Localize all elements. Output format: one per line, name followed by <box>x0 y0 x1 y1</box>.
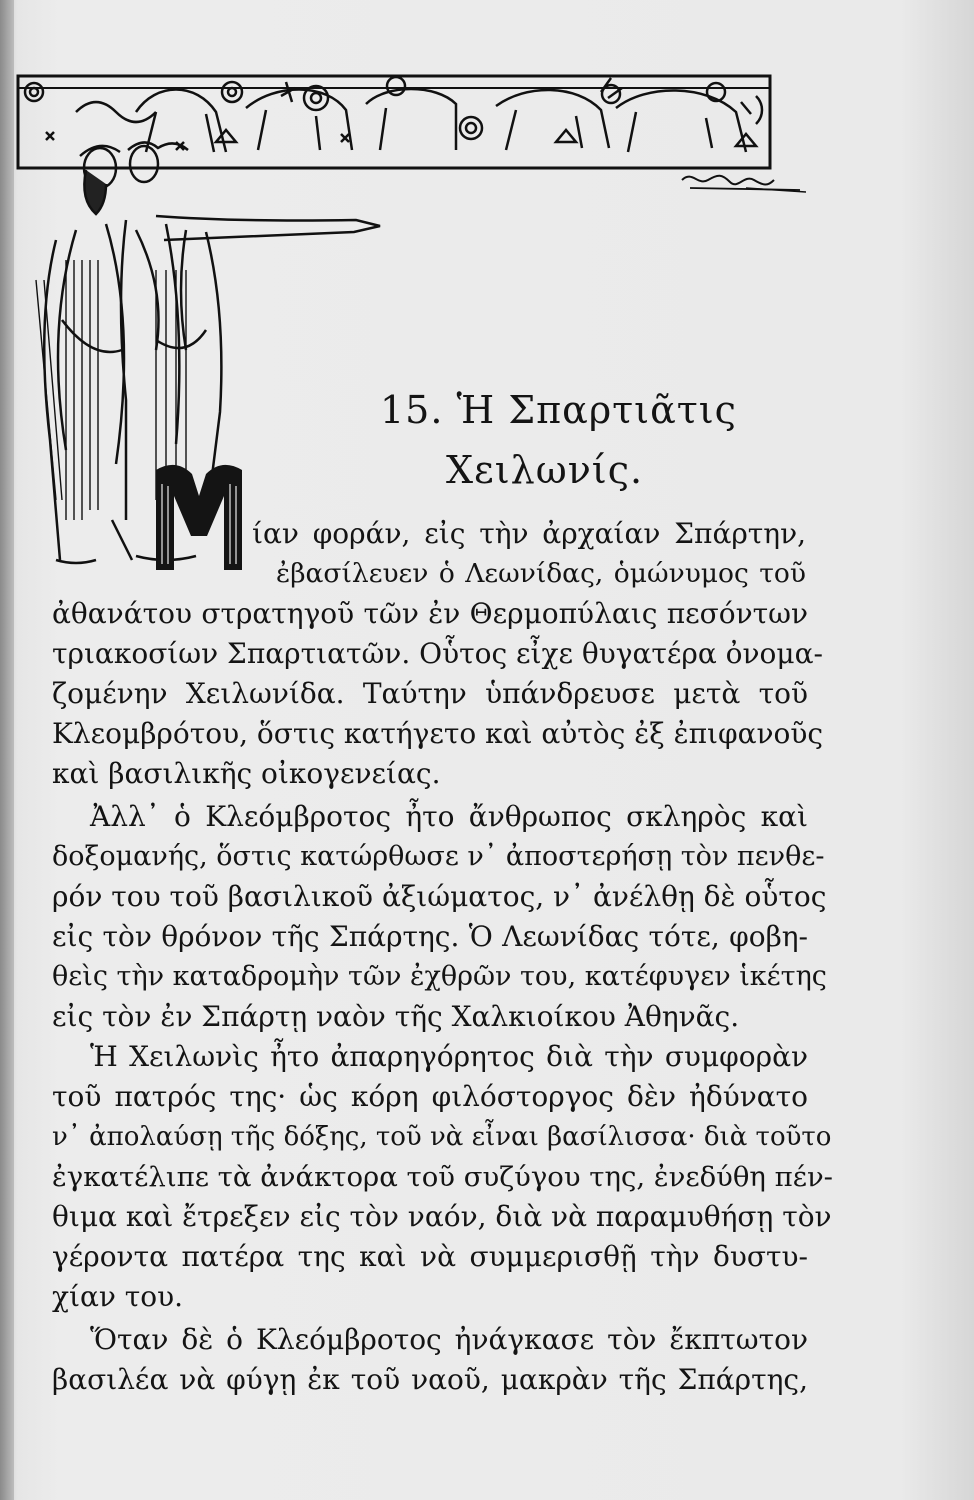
chapter-title-line-2: Χειλωνίς. <box>446 448 644 492</box>
body-line-15: τοῦ πατρός της· ὡς κόρη φιλόστοργος δὲν ἠδύνατο <box>52 1080 808 1113</box>
body-line-4: τριακοσίων Σπαρτιατῶν. Οὗτος εἶχε θυγατέρα ὀνομα- <box>52 637 823 670</box>
body-line-7: καὶ βασιλικῆς οἰκογενείας. <box>52 757 441 790</box>
dropcap-letter-m-icon <box>152 456 246 576</box>
body-line-10: ρόν του τοῦ βασιλικοῦ ἀξιώματος, ν᾽ ἀνέλθῃ δὲ οὗτος <box>52 880 827 913</box>
body-line-1: ίαν φοράν, εἰς τὴν ἀρχαίαν Σπάρτην, <box>252 517 806 550</box>
body-line-18: θιμα καὶ ἔτρεξεν εἰς τὸν ναόν, διὰ νὰ παραμυθήσῃ τὸν <box>52 1200 832 1233</box>
chapter-title <box>380 380 740 500</box>
body-line-6: Κλεομβρότου, ὅστις κατήγετο καὶ αὐτὸς ἐξ ἐπιφανοῦς <box>52 717 824 750</box>
body-line-12: θεὶς τὴν καταδρομὴν τῶν ἐχθρῶν του, κατέφυγεν ἱκέτης <box>52 961 827 992</box>
body-line-16: ν᾽ ἀπολαύσῃ τῆς δόξης, τοῦ νὰ εἶναι βασίλισσα· διὰ τοῦτο <box>52 1122 832 1152</box>
body-line-5: ζομένην Χειλωνίδα. Ταύτην ὑπάνδρευσε μετὰ τοῦ <box>52 677 808 710</box>
body-line-13: εἰς τὸν ἐν Σπάρτῃ ναὸν τῆς Χαλκιοίκου Ἀθηνᾶς. <box>52 1000 740 1033</box>
body-line-9: δοξομανής, ὅστις κατώρθωσε ν᾽ ἀποστερήσῃ τὸν πενθε- <box>52 841 825 872</box>
body-line-11: εἰς τὸν θρόνον τῆς Σπάρτης. Ὁ Λεωνίδας τότε, φοβη- <box>52 920 808 953</box>
body-line-14: Ἡ Χειλωνὶς ἦτο ἀπαρηγόρητος διὰ τὴν συμφορὰν <box>90 1040 808 1073</box>
body-line-19: γέροντα πατέρα της καὶ νὰ συμμερισθῇ τὴν δυστυ- <box>52 1240 808 1273</box>
artist-signature-icon <box>676 166 806 206</box>
chapter-title-text-1: Ἡ Σπαρτιᾶτις <box>456 388 737 432</box>
body-line-17: ἐγκατέλιπε τὰ ἀνάκτορα τοῦ συζύγου της, ἐνεδύθη πέν- <box>52 1161 833 1193</box>
body-line-20: χίαν του. <box>52 1280 184 1313</box>
show-through-text: ⠀ <box>730 225 750 255</box>
body-line-3: ἀθανάτου στρατηγοῦ τῶν ἐν Θερμοπύλαις πεσόντων <box>52 597 808 630</box>
chapter-title-line-1 <box>380 380 740 440</box>
page-spine-shadow <box>0 0 14 1500</box>
body-line-8: Ἀλλ᾽ ὁ Κλεόμβροτος ἦτο ἄνθρωπος σκληρὸς καὶ <box>90 800 808 833</box>
body-line-21: Ὅταν δὲ ὁ Κλεόμβροτος ἠνάγκασε τὸν ἔκπτωτον <box>90 1323 808 1356</box>
body-line-22: βασιλέα νὰ φύγῃ ἐκ τοῦ ναοῦ, μακρὰν τῆς Σπάρτης, <box>52 1363 808 1396</box>
chapter-number: 15. <box>380 388 444 432</box>
body-line-2: ἐβασίλευεν ὁ Λεωνίδας, ὁμώνυμος τοῦ <box>276 558 806 589</box>
